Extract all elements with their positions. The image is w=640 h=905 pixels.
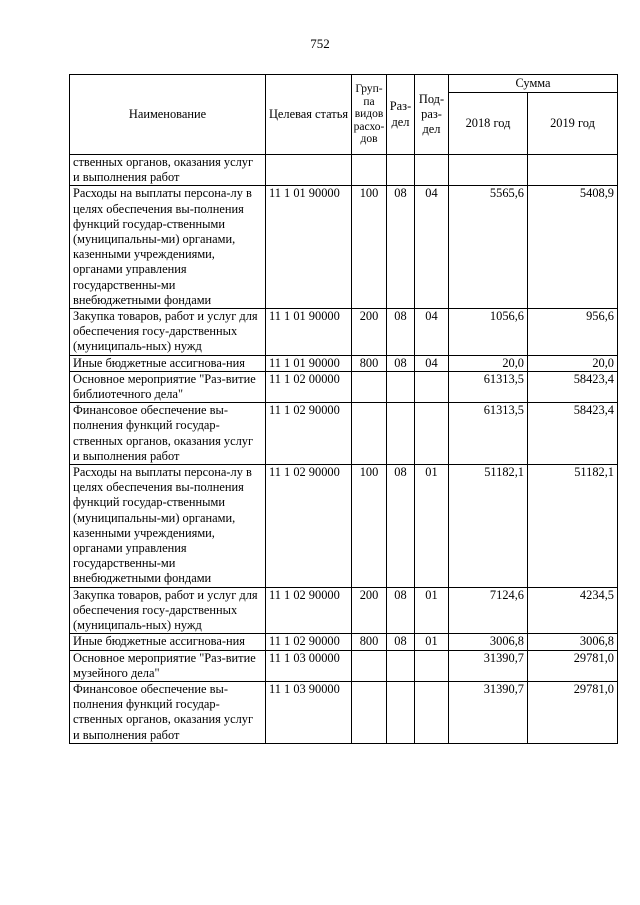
cell-amount-2019 bbox=[528, 155, 618, 186]
cell-expense-group: 800 bbox=[352, 634, 387, 650]
cell-name: Расходы на выплаты персона-лу в целях обеспечения вы-полнения функций государ-ственными (муниципальны-ми) органами, казенными учреждениями, органами управления государственны-ми внебюджетными фондами bbox=[70, 465, 266, 588]
cell-amount-2019: 4234,5 bbox=[528, 587, 618, 634]
header-target: Целевая статья bbox=[266, 75, 352, 155]
cell-section bbox=[387, 681, 415, 743]
cell-name: Иные бюджетные ассигнова-ния bbox=[70, 355, 266, 371]
cell-target-code: 11 1 01 90000 bbox=[266, 186, 352, 309]
cell-target-code: 11 1 01 90000 bbox=[266, 309, 352, 356]
cell-amount-2019: 58423,4 bbox=[528, 403, 618, 465]
cell-target-code: 11 1 02 00000 bbox=[266, 371, 352, 402]
cell-section: 08 bbox=[387, 309, 415, 356]
cell-subsection: 04 bbox=[415, 355, 449, 371]
cell-target-code: 11 1 03 90000 bbox=[266, 681, 352, 743]
cell-target-code: 11 1 01 90000 bbox=[266, 355, 352, 371]
cell-section: 08 bbox=[387, 465, 415, 588]
cell-amount-2018: 3006,8 bbox=[449, 634, 528, 650]
table-row bbox=[70, 634, 618, 650]
cell-amount-2019: 29781,0 bbox=[528, 681, 618, 743]
cell-amount-2019: 58423,4 bbox=[528, 371, 618, 402]
page-number: 752 bbox=[310, 36, 330, 51]
cell-section bbox=[387, 403, 415, 465]
cell-amount-2018: 5565,6 bbox=[449, 186, 528, 309]
cell-subsection bbox=[415, 650, 449, 681]
cell-expense-group: 200 bbox=[352, 309, 387, 356]
cell-section: 08 bbox=[387, 587, 415, 634]
table-row bbox=[70, 465, 618, 588]
cell-expense-group bbox=[352, 650, 387, 681]
cell-name: Финансовое обеспечение вы-полнения функций государ-ственных органов, оказания услуг и выполнения работ bbox=[70, 403, 266, 465]
cell-section bbox=[387, 155, 415, 186]
cell-target-code: 11 1 02 90000 bbox=[266, 465, 352, 588]
header-section: Раз-дел bbox=[387, 75, 415, 155]
cell-amount-2019: 51182,1 bbox=[528, 465, 618, 588]
table-row bbox=[70, 681, 618, 743]
table-row bbox=[70, 650, 618, 681]
cell-amount-2018: 51182,1 bbox=[449, 465, 528, 588]
header-year-2018: 2018 год bbox=[449, 93, 528, 155]
cell-subsection: 01 bbox=[415, 634, 449, 650]
cell-target-code: 11 1 02 90000 bbox=[266, 587, 352, 634]
cell-target-code: 11 1 02 90000 bbox=[266, 634, 352, 650]
cell-amount-2018: 61313,5 bbox=[449, 371, 528, 402]
table-row bbox=[70, 186, 618, 309]
table-header bbox=[70, 75, 618, 155]
cell-name: ственных органов, оказания услуг и выполнения работ bbox=[70, 155, 266, 186]
header-subsection: Под-раз-дел bbox=[415, 75, 449, 155]
header-name: Наименование bbox=[70, 75, 266, 155]
cell-amount-2019: 29781,0 bbox=[528, 650, 618, 681]
cell-section: 08 bbox=[387, 634, 415, 650]
cell-amount-2019: 20,0 bbox=[528, 355, 618, 371]
header-group: Груп-па видов расхо-дов bbox=[352, 75, 387, 155]
cell-expense-group bbox=[352, 371, 387, 402]
cell-amount-2019: 3006,8 bbox=[528, 634, 618, 650]
cell-expense-group: 800 bbox=[352, 355, 387, 371]
table-row bbox=[70, 155, 618, 186]
cell-amount-2018: 1056,6 bbox=[449, 309, 528, 356]
cell-expense-group bbox=[352, 681, 387, 743]
cell-amount-2019: 5408,9 bbox=[528, 186, 618, 309]
header-sum: Сумма bbox=[449, 75, 618, 93]
cell-name: Финансовое обеспечение вы-полнения функций государ-ственных органов, оказания услуг и выполнения работ bbox=[70, 681, 266, 743]
cell-amount-2018: 31390,7 bbox=[449, 681, 528, 743]
cell-subsection bbox=[415, 681, 449, 743]
table-row bbox=[70, 309, 618, 356]
cell-subsection: 04 bbox=[415, 309, 449, 356]
cell-name: Расходы на выплаты персона-лу в целях обеспечения вы-полнения функций государ-ственными (муниципальны-ми) органами, казенными учреждениями, органами управления государственны-ми внебюджетными фондами bbox=[70, 186, 266, 309]
cell-expense-group: 200 bbox=[352, 587, 387, 634]
cell-target-code bbox=[266, 155, 352, 186]
table-row bbox=[70, 355, 618, 371]
cell-amount-2018: 61313,5 bbox=[449, 403, 528, 465]
header-year-2019: 2019 год bbox=[528, 93, 618, 155]
cell-name: Основное мероприятие "Раз-витие библиотечного дела" bbox=[70, 371, 266, 402]
cell-expense-group: 100 bbox=[352, 186, 387, 309]
cell-expense-group bbox=[352, 403, 387, 465]
cell-name: Закупка товаров, работ и услуг для обеспечения госу-дарственных (муниципаль-ных) нужд bbox=[70, 587, 266, 634]
cell-expense-group: 100 bbox=[352, 465, 387, 588]
cell-section bbox=[387, 650, 415, 681]
cell-amount-2018: 7124,6 bbox=[449, 587, 528, 634]
table-row bbox=[70, 371, 618, 402]
cell-subsection: 01 bbox=[415, 587, 449, 634]
cell-subsection bbox=[415, 155, 449, 186]
cell-expense-group bbox=[352, 155, 387, 186]
cell-name: Иные бюджетные ассигнова-ния bbox=[70, 634, 266, 650]
table-body bbox=[70, 155, 618, 744]
cell-subsection bbox=[415, 371, 449, 402]
cell-amount-2019: 956,6 bbox=[528, 309, 618, 356]
table-row bbox=[70, 403, 618, 465]
cell-target-code: 11 1 03 00000 bbox=[266, 650, 352, 681]
cell-section: 08 bbox=[387, 355, 415, 371]
cell-section bbox=[387, 371, 415, 402]
budget-table bbox=[69, 74, 618, 744]
cell-subsection bbox=[415, 403, 449, 465]
cell-target-code: 11 1 02 90000 bbox=[266, 403, 352, 465]
cell-name: Основное мероприятие "Раз-витие музейного дела" bbox=[70, 650, 266, 681]
cell-amount-2018: 31390,7 bbox=[449, 650, 528, 681]
cell-name: Закупка товаров, работ и услуг для обеспечения госу-дарственных (муниципаль-ных) нужд bbox=[70, 309, 266, 356]
cell-subsection: 04 bbox=[415, 186, 449, 309]
cell-subsection: 01 bbox=[415, 465, 449, 588]
cell-amount-2018: 20,0 bbox=[449, 355, 528, 371]
table-row bbox=[70, 587, 618, 634]
cell-section: 08 bbox=[387, 186, 415, 309]
cell-amount-2018 bbox=[449, 155, 528, 186]
